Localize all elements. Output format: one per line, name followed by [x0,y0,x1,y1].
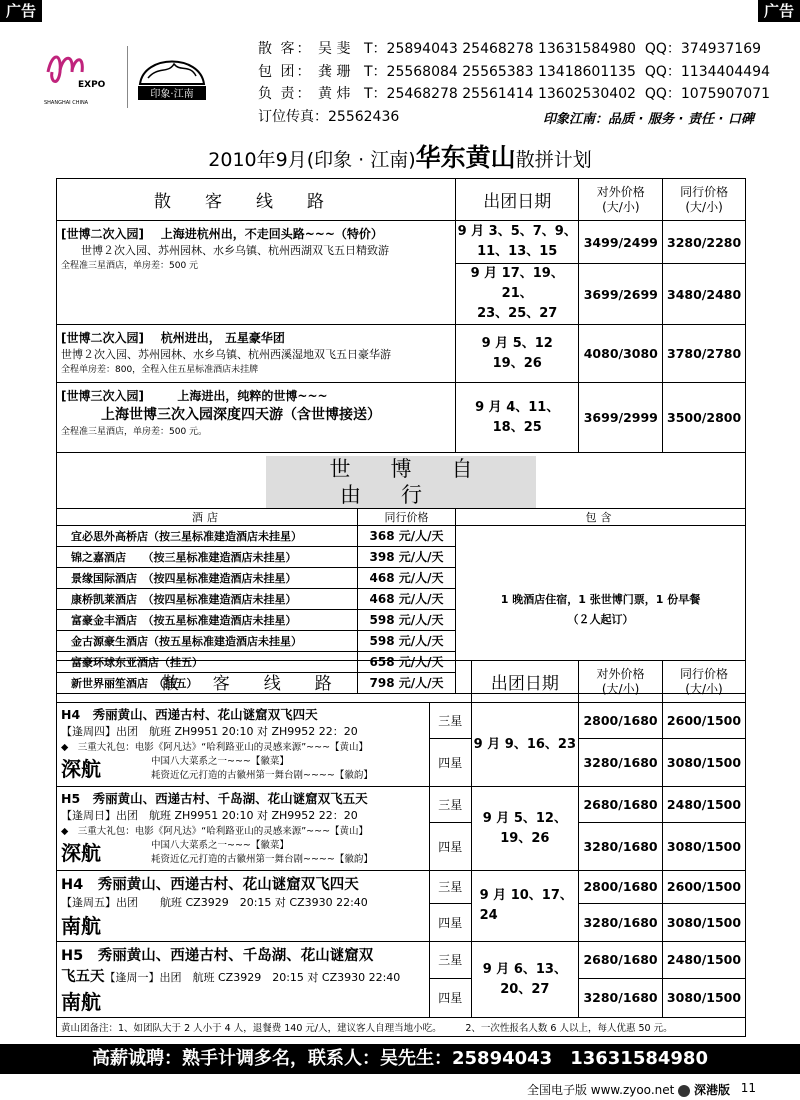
route-title: H5 秀丽黄山、西递古村、千岛湖、花山谜窟双 [61,948,374,964]
edition-icon [678,1085,690,1097]
bonus-line: 耗资近亿元打造的古徽州第一舞台剧~~~~【徽韵】 [151,770,373,781]
route-highlight: 上海世博三次入园深度四天游（含世博接送） [101,407,381,423]
contact-name: 龚 珊 [318,63,351,80]
route-title: 上海进出，纯粹的世博~~~ [177,389,328,403]
route-tag: [世博三次入园] [61,389,144,403]
huangshan-route-4 [57,942,430,1018]
route-3 [57,383,456,453]
route-title: 杭州进出， 五星豪华团 [160,331,285,345]
route-desc: 世博２次入园、苏州园林、水乡乌镇、杭州西溪湿地双飞五日豪华游 [61,348,391,361]
header-retail: 对外价格 (大/小) [579,661,663,703]
title-main: 华东黄山 [415,143,516,172]
include-details: 1 晚酒店住宿，1 张世博门票，1 份早餐 （２人起订） [456,526,746,694]
footer-site: 全国电子版 www.zyoo.net [526,1083,675,1097]
table-row [57,942,746,979]
star-level: 三星 [429,703,471,739]
contact-phones: T：25894043 25468278 13631584980 [364,41,636,57]
contact-phones: T：25468278 25561414 13602530402 [364,86,636,102]
table-row [57,221,746,264]
star-level: 三星 [429,871,471,904]
huangshan-route-2 [57,787,430,871]
contact-phones: T：25568084 25565383 13418601135 [364,63,636,80]
route-title: H4 秀丽黄山、西递古村、花山谜窟双飞四天 [61,877,359,893]
bonus-line: 中国八大菜系之一~~~【徽菜】 [151,840,289,851]
expo-logo [40,42,120,108]
contact-row [258,83,770,106]
retail-price: 3280/1680 [579,903,663,941]
route-title-cont: 飞五天 [61,969,105,985]
ad-tag-left: 广告 [0,0,42,22]
peer-price: 2480/1500 [663,942,746,979]
route-title: H5 秀丽黄山、西递古村、千岛湖、花山谜窟双飞五天 [61,791,368,806]
retail-price: 3280/1680 [579,823,663,871]
header-date: 出团日期 [471,661,579,703]
route-note: 全程准三星酒店，单房差：500 元。 [61,427,208,437]
route-title: 上海进杭州出，不走回头路~~~（特价） [160,227,383,241]
route-desc: 世博２次入园、苏州园林、水乡乌镇、杭州西湖双飞五日精致游 [81,244,389,257]
airline-label: 深航 [61,841,101,865]
route-note: 全程准三星酒店，单房差：500 元 [61,261,199,271]
contact-row [258,61,770,84]
page-title [0,143,800,175]
retail-price: 3499/2499 [579,221,663,264]
peer-price: 3080/1500 [663,823,746,871]
table-header [57,179,746,221]
hotel-name: 宜必思外高桥店（按三星标准建造酒店未挂星） [71,530,302,543]
expo-free-banner: 世博自由行 [266,456,536,508]
hotel-row [57,526,746,547]
route-tag: [世博二次入园] [61,227,144,241]
include-header: 包含 [456,509,746,526]
hotel-header [57,509,746,526]
header-date: 出团日期 [456,179,579,221]
peer-price: 3280/2280 [663,221,746,264]
table-row [57,871,746,904]
flight-info: 【逢周四】出团 航班 ZH9951 20:10 对 ZH9952 22：20 [61,725,358,738]
route-dates: 9 月 6、13、 20、27 [471,942,579,1018]
title-suffix: 散拼计划 [515,149,592,171]
hotel-price: 598 元/人/天 [357,610,455,630]
hotel-name: 锦之嘉酒店 （按三星标准建造酒店未挂星） [71,551,297,564]
route-dates: 9 月 5、12 19、26 [456,325,579,383]
contact-qq: QQ：1134404494 [644,63,770,80]
hotel-name: 富豪环球东亚酒店（挂五） [71,656,203,669]
hotel-price: 798 元/人/天 [357,673,455,693]
hotel-price: 468 元/人/天 [357,589,455,609]
route-dates: 9 月 9、16、23 [471,703,579,787]
huangshan-remark: 黄山团备注：1、如团队大于 2 人小于 4 人，退餐费 140 元/人，建议客人自理当地小吃。 2、一次性报名人数 6 人以上，每人优惠 50 元。 [57,1018,746,1037]
route-dates: 9 月 5、12、 19、26 [471,787,579,871]
fax-line: 订位传真：25562436 [258,108,400,125]
header-peer: 同行价格 (大/小) [663,661,746,703]
star-level: 四星 [429,739,471,787]
expo-banner-row [57,453,746,509]
yinxiang-logo-text: 印象·江南 [150,89,194,100]
hotel-name: 景缘国际酒店 （按四星标准建造酒店未挂星） [71,572,297,585]
header-route: 散客线路 [57,661,472,703]
huangshan-route-1 [57,703,430,787]
contact-role: 负 责： [258,86,313,102]
table-header [57,661,746,703]
table-row [57,703,746,739]
peer-price: 2600/1500 [663,871,746,904]
retail-price: 2800/1680 [579,871,663,904]
bonus-line: 耗资近亿元打造的古徽州第一舞台剧~~~~【徽韵】 [151,854,373,865]
star-level: 三星 [429,942,471,979]
retail-price: 2680/1680 [579,787,663,823]
expo-logo-text: EXPO [78,80,106,90]
hotel-price: 468 元/人/天 [357,568,455,588]
route-title: H4 秀丽黄山、西递古村、花山谜窟双飞四天 [61,707,318,722]
contact-role: 散 客： [258,41,313,57]
contact-qq: QQ：1075907071 [644,86,770,102]
contact-name: 黄 炜 [318,86,351,102]
airline-label: 南航 [61,914,101,938]
route-note: 全程单房差：800，全程入住五星标准酒店未挂牌 [61,365,259,375]
logo-divider [127,46,128,108]
flight-info: 【逢周一】出团 航班 CZ3929 20:15 对 CZ3930 22:40 [104,971,401,984]
peer-price: 2480/1500 [663,787,746,823]
slogan: 印象江南：品质 · 服务 · 责任 · 口碑 [543,112,754,127]
peer-price: 3080/1500 [663,978,746,1017]
table-row [57,787,746,823]
hotel-name: 富豪金丰酒店 （按五星标准建造酒店未挂星） [71,614,297,627]
retail-price: 2680/1680 [579,942,663,979]
page-number: 11 [740,1081,756,1095]
peer-price: 3480/2480 [663,264,746,325]
hotel-price: 658 元/人/天 [357,652,455,672]
hotel-name: 新世界丽笙酒店 （挂五） [71,677,198,690]
huangshan-route-3 [57,871,430,942]
contact-qq: QQ：374937169 [644,41,762,57]
retail-price: 4080/3080 [579,325,663,383]
star-level: 四星 [429,903,471,941]
huangshan-table [56,660,746,1037]
contact-role: 包 团： [258,63,313,80]
retail-price: 2800/1680 [579,703,663,739]
route-2 [57,325,456,383]
star-level: 四星 [429,978,471,1017]
hotel-price: 398 元/人/天 [357,547,455,567]
airline-label: 南航 [61,990,101,1014]
bonus-line: 中国八大菜系之一~~~【徽菜】 [151,756,289,767]
retail-price: 3280/1680 [579,739,663,787]
retail-price: 3280/1680 [579,978,663,1017]
hotel-col-header: 酒店 同行价格 [57,509,456,526]
retail-price: 3699/2699 [579,264,663,325]
tour-table [56,178,746,694]
airline-label: 深航 [61,757,101,781]
contact-row [258,38,770,61]
header-retail: 对外价格 (大/小) [579,179,663,221]
table-row [57,325,746,383]
header-route: 散客线路 [57,179,456,221]
route-dates: 9 月 3、5、7、9、 11、13、15 [456,221,579,264]
peer-price: 3500/2800 [663,383,746,453]
route-dates: 9 月 4、11、 18、25 [456,383,579,453]
star-level: 四星 [429,823,471,871]
star-level: 三星 [429,787,471,823]
footer [527,1081,730,1098]
hotel-price: 598 元/人/天 [357,631,455,651]
title-prefix: 2010年9月(印象 · 江南) [208,149,416,171]
ad-tag-right: 广告 [758,0,800,22]
peer-price: 3780/2780 [663,325,746,383]
peer-price: 3080/1500 [663,903,746,941]
yinxiang-logo [134,46,210,108]
bonus-line: ◆ 三重大礼包：电影《阿凡达》“哈利路亚山的灵感来源”~~~【黄山】 [61,742,369,753]
remark-row [57,1018,746,1037]
route-tag: [世博二次入园] [61,331,144,345]
expo-logo-sub: SHANGHAI CHINA [44,100,89,106]
table-row [57,383,746,453]
hotel-name: 金古源豪生酒店（按五星标准建造酒店未挂星） [71,635,302,648]
hotel-name: 康桥凯莱酒店 （按四星标准建造酒店未挂星） [71,593,297,606]
flight-info: 【逢周五】出团 航班 CZ3929 20:15 对 CZ3930 22:40 [61,896,368,909]
flight-info: 【逢周日】出团 航班 ZH9951 20:10 对 ZH9952 22：20 [61,809,358,822]
route-dates: 9 月 10、17、 24 [471,871,579,942]
retail-price: 3699/2999 [579,383,663,453]
contact-name: 吴 斐 [318,41,351,57]
route-1 [57,221,456,325]
peer-price: 2600/1500 [663,703,746,739]
footer-edition: 深港版 [693,1083,730,1097]
peer-price: 3080/1500 [663,739,746,787]
hotel-price: 368 元/人/天 [357,526,455,546]
header-peer: 同行价格 (大/小) [663,179,746,221]
bonus-line: ◆ 三重大礼包：电影《阿凡达》“哈利路亚山的灵感来源”~~~【黄山】 [61,826,369,837]
route-dates: 9 月 17、19、21、 23、25、27 [456,264,579,325]
recruit-banner: 高薪诚聘：熟手计调多名，联系人：吴先生：25894043 13631584980 [0,1044,800,1074]
